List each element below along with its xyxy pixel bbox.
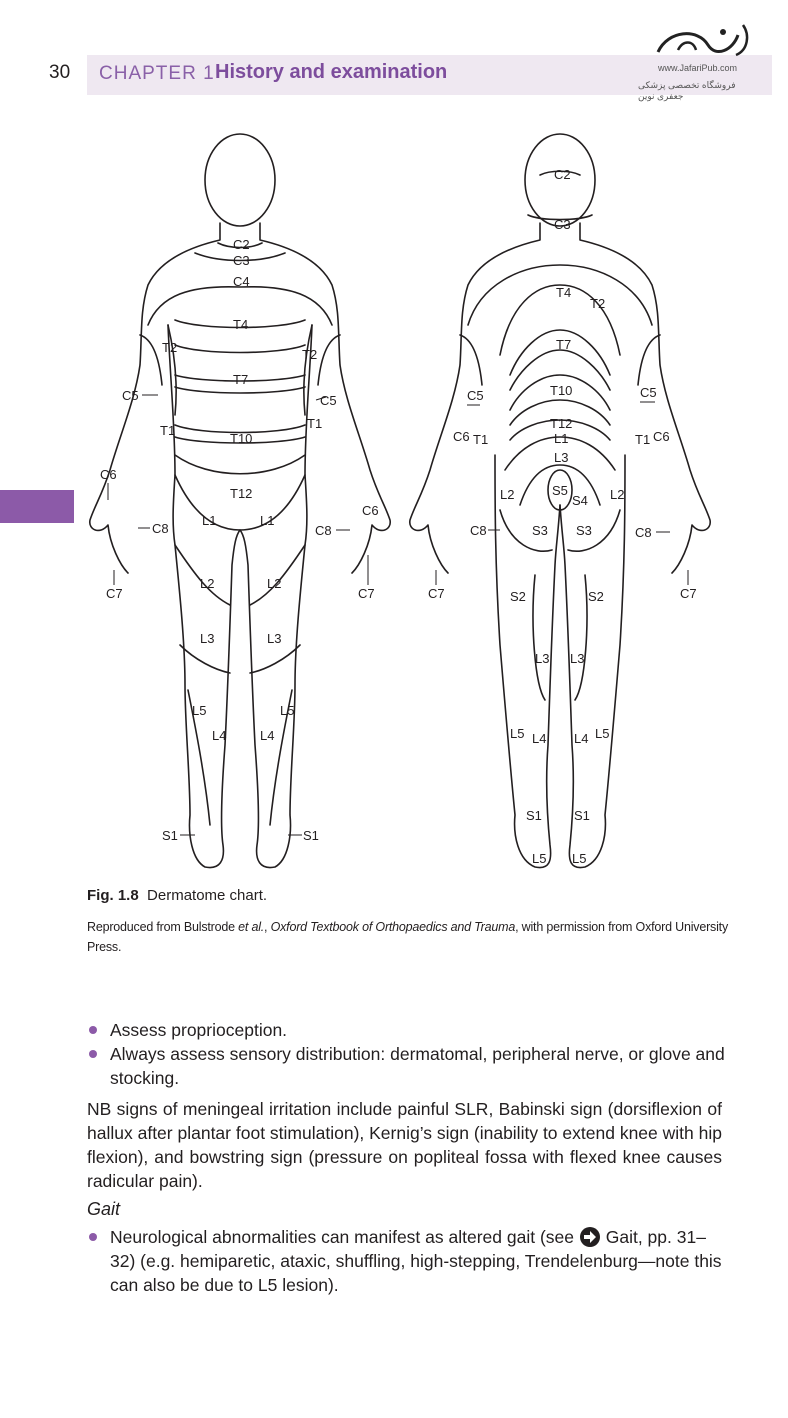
label-l5: L5 (572, 851, 587, 866)
label-l5: L5 (595, 726, 610, 741)
label-l3: L3 (267, 631, 282, 646)
label-s1: S1 (303, 828, 319, 843)
label-l5: L5 (280, 703, 295, 718)
label-c8: C8 (470, 523, 487, 538)
label-l3: L3 (535, 651, 550, 666)
label-s1: S1 (162, 828, 178, 843)
label-l5: L5 (510, 726, 525, 741)
label-l2: L2 (200, 576, 215, 591)
label-s3: S3 (576, 523, 592, 538)
label-l1: L1 (202, 513, 217, 528)
label-t7: T7 (233, 372, 249, 387)
label-l4: L4 (212, 728, 227, 743)
source-middle: , (264, 920, 271, 934)
label-t2: T2 (162, 340, 178, 355)
label-l3: L3 (554, 450, 569, 465)
label-c5: C5 (122, 388, 139, 403)
label-c6: C6 (653, 429, 670, 444)
logo-tagline: فروشگاه تخصصی پزشکی جعفری نوین (638, 80, 736, 101)
chapter-side-tab (0, 490, 74, 523)
label-c5: C5 (467, 388, 484, 403)
gait-heading: Gait (87, 1199, 121, 1219)
source-prefix: Reproduced from Bulstrode (87, 920, 239, 934)
label-t4: T4 (556, 285, 572, 300)
front-leader-lines (108, 395, 368, 835)
label-s3: S3 (532, 523, 548, 538)
label-l4: L4 (260, 728, 275, 743)
figure-caption (87, 887, 267, 904)
list-item: Always assess sensory distribution: dermatomal, peripheral nerve, or glove and stocking. (87, 1042, 727, 1090)
label-c8: C8 (315, 523, 332, 538)
label-t1: T1 (307, 416, 323, 431)
label-t1: T1 (635, 432, 651, 447)
label-c5: C5 (320, 393, 337, 408)
label-s5: S5 (552, 483, 568, 498)
label-l3: L3 (570, 651, 585, 666)
label-c6: C6 (453, 429, 470, 444)
label-s1: S1 (526, 808, 542, 823)
list-item: Assess proprioception. (87, 1018, 727, 1042)
label-t10: T10 (550, 383, 573, 398)
label-l2: L2 (500, 487, 515, 502)
label-c4: C4 (233, 274, 250, 289)
label-c2: C2 (554, 167, 571, 182)
label-l1: L1 (260, 513, 275, 528)
label-l4: L4 (532, 731, 547, 746)
label-t4: T4 (233, 317, 249, 332)
label-s2: S2 (588, 589, 604, 604)
label-c8: C8 (152, 521, 169, 536)
back-labels (428, 167, 697, 866)
source-book-title: Oxford Textbook of Orthopaedics and Trauma (270, 920, 516, 934)
source-suffix: , with permission from Oxford University Press. (87, 920, 728, 954)
label-l2: L2 (267, 576, 282, 591)
label-t12: T12 (230, 486, 253, 501)
label-c5: C5 (640, 385, 657, 400)
label-s2: S2 (510, 589, 526, 604)
cross-reference-arrow-icon[interactable] (579, 1226, 601, 1248)
label-s4: S4 (572, 493, 588, 508)
label-c6: C6 (100, 467, 117, 482)
label-t7: T7 (556, 337, 572, 352)
chapter-label: CHAPTER 1 (99, 63, 215, 84)
logo-url: www.JafariPub.com (658, 63, 738, 73)
label-l5: L5 (192, 703, 207, 718)
page-number: 30 (49, 62, 71, 83)
label-t2: T2 (590, 296, 606, 311)
label-l1: L1 (554, 431, 569, 446)
gait-text-before: Neurological abnormalities can manifest as altered gait (see (110, 1227, 579, 1247)
label-c7: C7 (106, 586, 123, 601)
label-c6: C6 (362, 503, 379, 518)
dermatome-chart (80, 125, 740, 885)
figure-caption-label: Fig. 1.8 (87, 887, 139, 904)
figure-source (87, 917, 737, 957)
back-body-outline (410, 134, 710, 868)
assessment-list (87, 1018, 727, 1090)
figure-caption-text: Dermatome chart. (147, 887, 268, 904)
label-c3: C3 (554, 217, 571, 232)
label-c2: C2 (233, 237, 250, 252)
label-s1: S1 (574, 808, 590, 823)
label-l3: L3 (200, 631, 215, 646)
label-c3: C3 (233, 253, 250, 268)
gait-list (87, 1225, 727, 1297)
label-t1: T1 (160, 423, 176, 438)
label-t10: T10 (230, 431, 253, 446)
label-c7: C7 (358, 586, 375, 601)
label-l4: L4 (574, 731, 589, 746)
label-c7: C7 (428, 586, 445, 601)
label-t2: T2 (302, 347, 318, 362)
label-t12: T12 (550, 416, 573, 431)
source-etal: et al. (238, 920, 265, 934)
label-c8: C8 (635, 525, 652, 540)
label-t1: T1 (473, 432, 489, 447)
label-c7: C7 (680, 586, 697, 601)
gait-text-after: Gait, pp. 31–32) (e.g. hemiparetic, ataxic, shuffling, high-stepping, Trendelenburg—note this can also be due to L5 lesion). (110, 1227, 722, 1295)
list-item (87, 1225, 727, 1297)
label-l2: L2 (610, 487, 625, 502)
label-l5: L5 (532, 851, 547, 866)
nb-paragraph: NB signs of meningeal irritation include painful SLR, Babinski sign (dorsiflexion of hallux after plantar foot stimulation), Kernig’s sign (inability to extend knee with hip flexion), and bowstring sign (pressure on popliteal fossa with flexed knee causes radicular pain). (87, 1099, 722, 1191)
chapter-title: History and examination (215, 61, 448, 83)
